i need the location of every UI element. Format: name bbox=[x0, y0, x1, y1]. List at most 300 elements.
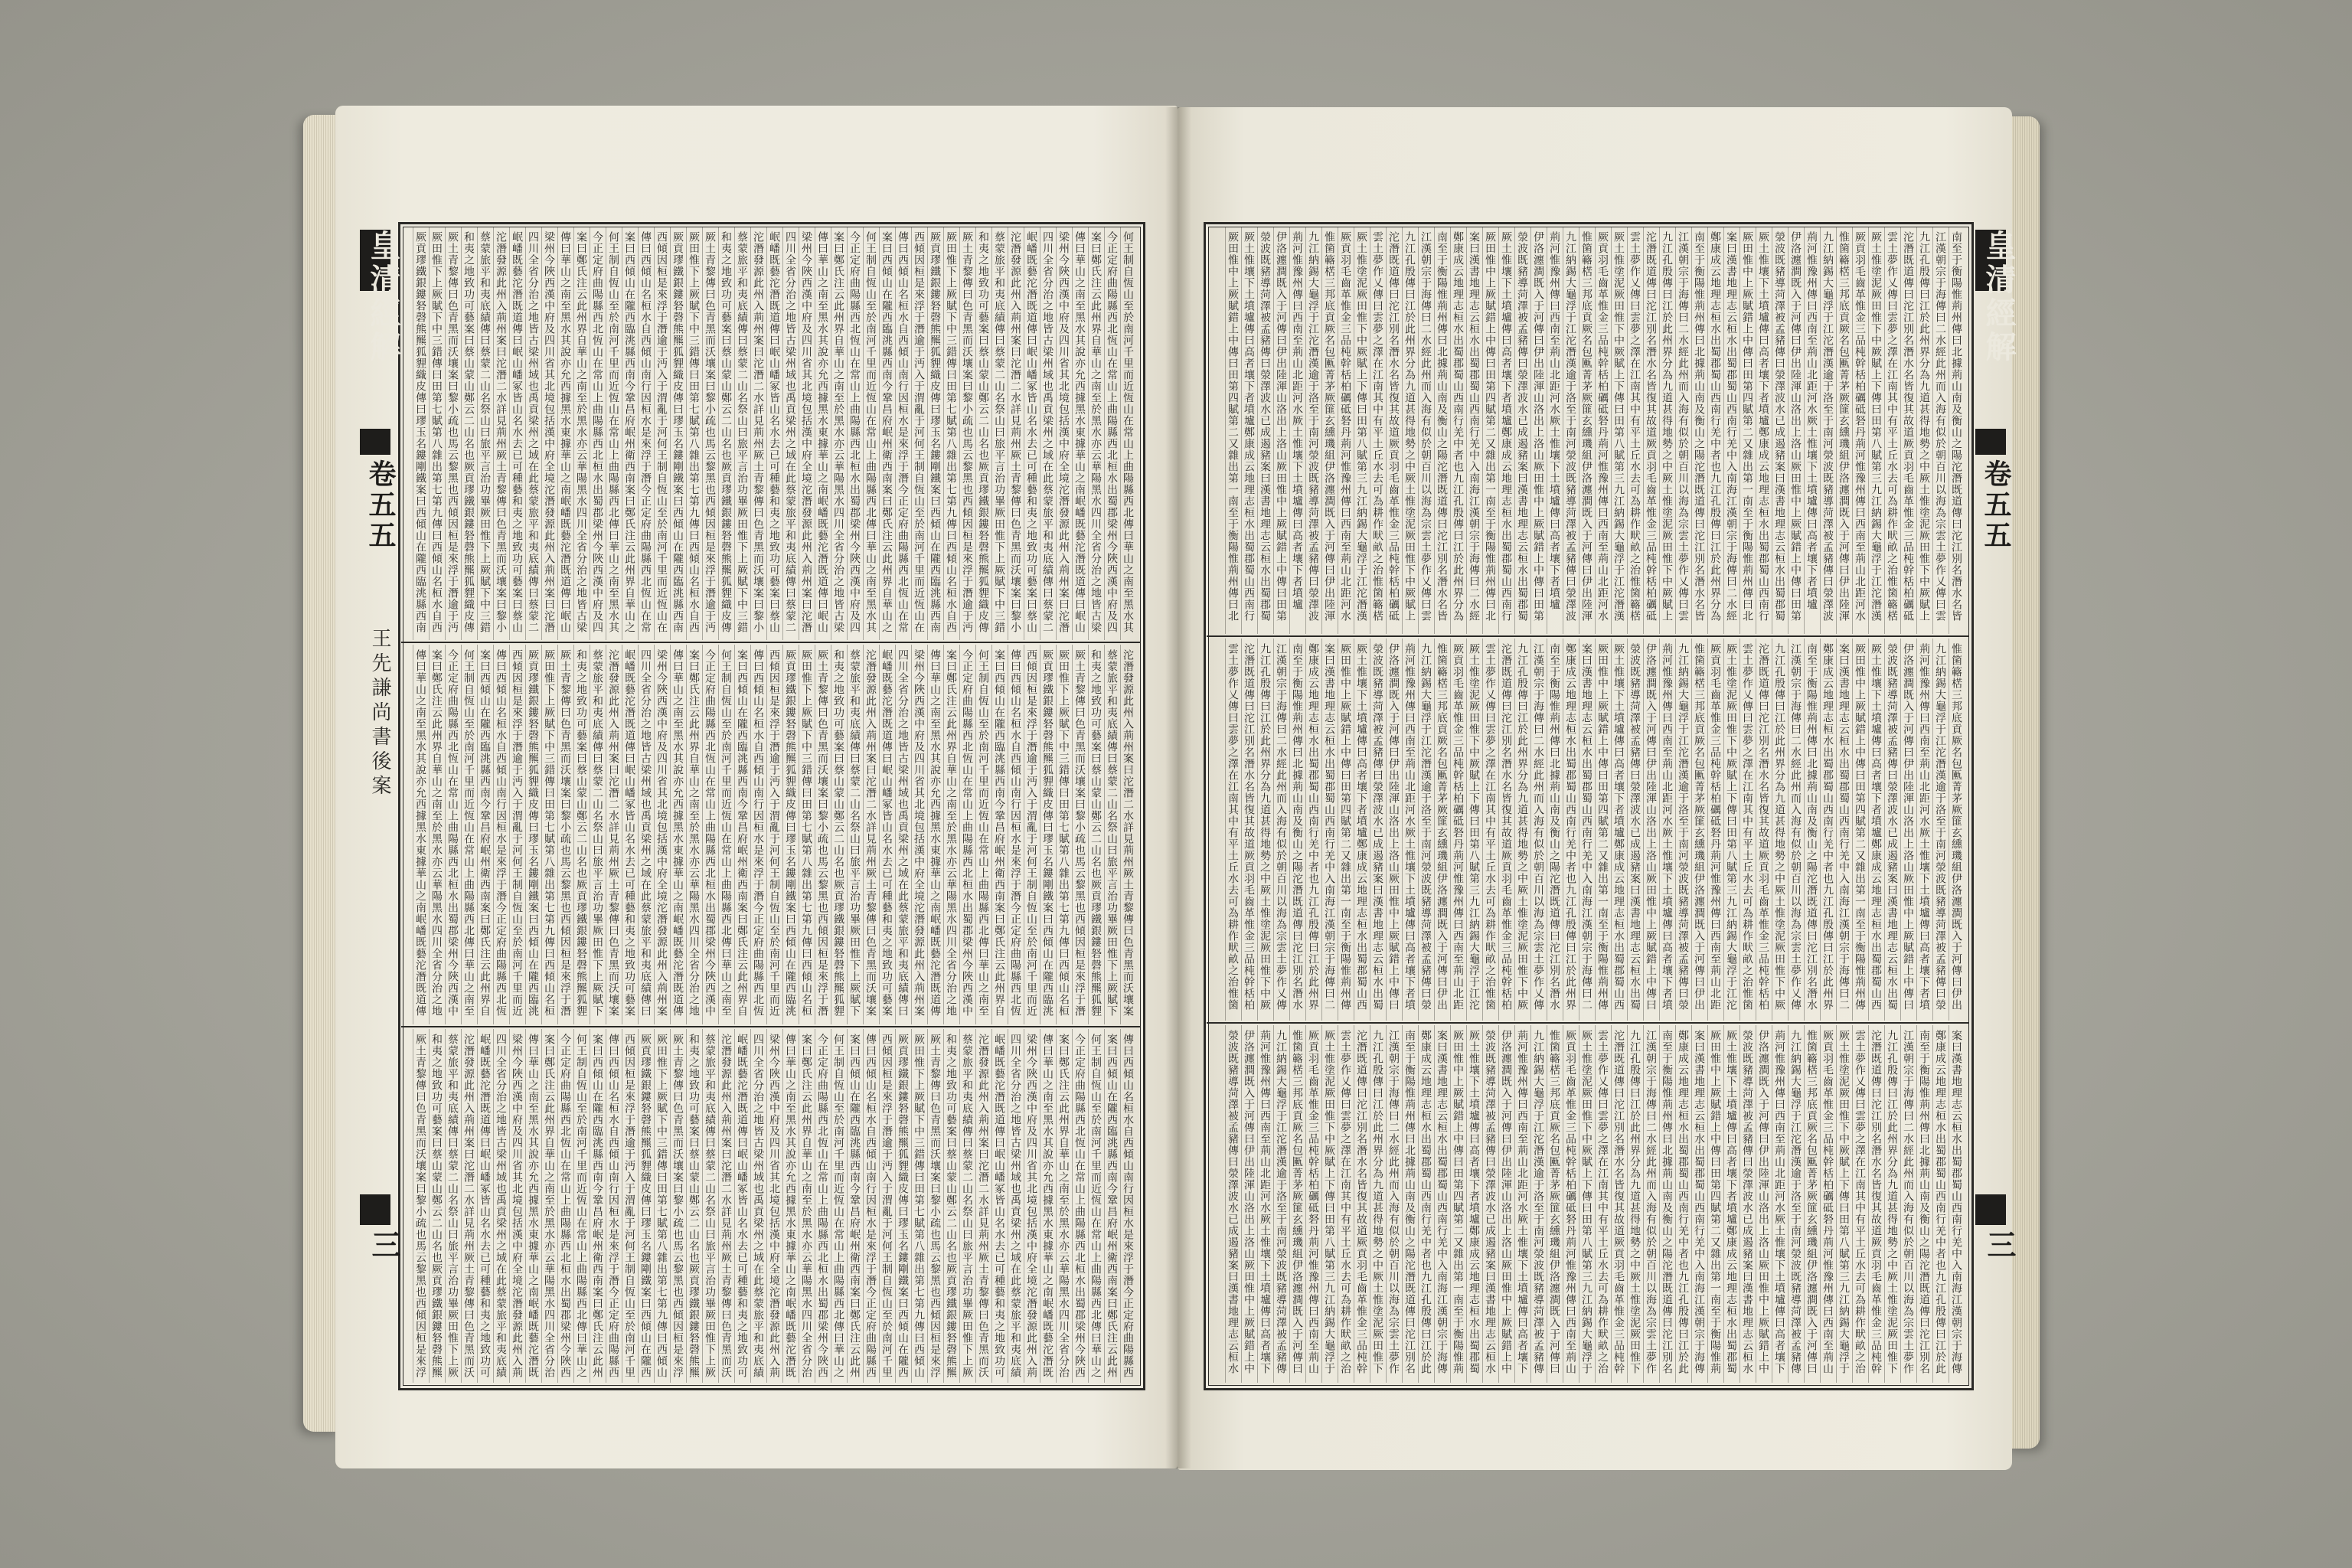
right-text-column: 伊洛瀍澗既入于河傳曰伊出陸渾山洛出上洛山厥田惟中上厥賦錯上中傳曰 bbox=[1387, 643, 1400, 1011]
right-text-column: 雲土夢作乂傳曰雲夢之澤在江南其中有平土丘水去可為耕作畎畝之治惟箘 bbox=[1484, 643, 1496, 1011]
right-column-rule bbox=[1434, 639, 1435, 1021]
right-text-column: 厥貢羽毛齒革惟金三品杶幹栝柏礪砥砮丹荊河惟豫州傳曰西南至荊山 bbox=[1821, 1030, 1834, 1374]
right-text-column: 滎波既豬導菏澤被孟豬傳曰滎澤波水已成遏豬案曰漢書地理志云桓水 bbox=[1227, 1030, 1239, 1374]
left-text-column: 沱潛發源此州入荊州案曰沱潛二水詳見荊州厥土青黎傳曰色青黑而沃壤案曰黎小 bbox=[752, 231, 764, 633]
left-column-rule bbox=[879, 227, 880, 640]
right-column-rule bbox=[1595, 1025, 1596, 1383]
right-text-column: 雲土夢作乂傳曰雲夢之澤在江南其中有平土丘水去可為耕作畎畝之治 bbox=[1854, 1030, 1866, 1374]
right-text-column: 九江納錫大龜浮于江沱潛漢逾于洛至于南河滎波既豬導菏澤被孟豬傳曰滎澤波 bbox=[1307, 231, 1319, 622]
right-column-rule bbox=[1273, 1025, 1274, 1383]
left-column-rule bbox=[959, 1029, 960, 1383]
left-text-column: 傳曰華山之南至黑水其說亦允西據黑水東據華山之南岷嶓既藝沱潛既道傳 bbox=[414, 649, 426, 1017]
left-text-column: 厥田惟下上厥賦下中三錯傳曰田第七賦第八雜出第七第九傳曰西傾山名桓水自西 bbox=[688, 231, 700, 633]
left-text-column: 案曰鄭氏注云此州界自華山之南至於黑水亦云華陽黑水四川全省分治之地皆古梁 bbox=[832, 231, 844, 633]
right-text-column: 厥貢羽毛齒革惟金三品杶幹栝柏礪砥砮丹荊河惟豫州傳曰西南至荊山 bbox=[1564, 1030, 1576, 1374]
left-column-rule bbox=[573, 1029, 574, 1383]
right-column-rule bbox=[1530, 1025, 1531, 1383]
left-column-rule bbox=[895, 645, 896, 1024]
right-text-column: 鄭康成云地理志桓水出蜀郡蜀山西南行羌中者也九江孔殷傳曰江於此州界 bbox=[1564, 643, 1576, 1011]
right-text-column: 厥貢羽毛齒革惟金三品杶幹栝柏礪砥砮丹荊河惟豫州傳曰西南至荊山 bbox=[1307, 1030, 1319, 1374]
right-column-rule bbox=[1659, 639, 1660, 1021]
right-text-column: 厥土惟塗泥厥田惟下中厥賦上下傳曰田第八賦第三九江納錫大龜浮于 bbox=[1838, 1030, 1850, 1374]
left-column-rule bbox=[445, 645, 446, 1024]
left-text-column: 厥土青黎傳曰色青黑而沃壤案曰黎小疏也馬云黎黑也西傾因桓是來浮于潛逾于沔 bbox=[704, 231, 716, 633]
right-column-rule bbox=[1450, 227, 1451, 634]
right-text-column: 厥田惟中上厥賦錯上中傳曰田第四賦第二又雜出第一南至于衡陽惟荊 bbox=[1709, 1030, 1721, 1374]
left-text-column: 厥貢璆鐵銀鏤砮磬熊羆狐貍織皮傳曰璆玉名鏤剛鐵案曰西傾山在隴西臨洮 bbox=[784, 649, 796, 1017]
left-text-column: 今正定府曲陽縣西北恆山在常山上曲陽縣西北桓水出蜀郡梁州今陜西 bbox=[1073, 1034, 1086, 1378]
left-text-column: 案曰西傾山在隴西臨洮縣西南今鞏昌府岷州衛西南案曰鄭氏注云此州界自 bbox=[736, 649, 748, 1017]
left-column-rule bbox=[1120, 227, 1121, 640]
left-text-column: 四川全省分治之地皆古梁州域也禹貢梁州之域在此蔡蒙旅平和夷底績 bbox=[1009, 1034, 1021, 1378]
right-column-rule bbox=[1595, 639, 1596, 1021]
right-text-column: 厥土惟塗泥厥田惟下中厥賦上下傳曰田第八賦第三九江納錫大龜浮于 bbox=[1580, 1030, 1592, 1374]
right-column-rule bbox=[1884, 1025, 1885, 1383]
left-text-column: 四川全省分治之地皆古梁州域也禹貢梁州之域在此蔡蒙旅平和夷底績傳曰蔡蒙二 bbox=[784, 231, 796, 633]
right-column-rule bbox=[1241, 639, 1242, 1021]
left-column-rule bbox=[445, 227, 446, 640]
left-column-rule bbox=[1088, 645, 1089, 1024]
left-text-column: 傳曰西傾山名桓水自西傾山南行因桓水是來浮于潛今正定府曲陽縣西北恆 bbox=[752, 649, 764, 1017]
right-text-column: 伊洛瀍澗既入于河傳曰伊出陸渾山洛出上洛山厥田惟中上厥賦錯上中 bbox=[1243, 1030, 1255, 1374]
right-text-column: 江漢朝宗于海傳曰二水經此州而入海有似於朝百川以海為宗雲土夢作乂傳曰雲 bbox=[1419, 231, 1432, 622]
left-text-column: 梁州今陜西漢中府及四川省其北境包括漢中府全境沱潛發源此州入荊州案 bbox=[913, 649, 925, 1017]
left-column-rule bbox=[429, 645, 430, 1024]
left-column-rule bbox=[573, 645, 574, 1024]
left-column-rule bbox=[847, 227, 848, 640]
left-column-rule bbox=[895, 227, 896, 640]
right-text-column: 江漢朝宗于海傳曰二水經此州而入海有似於朝百川以海為宗雲土夢作 bbox=[1387, 1030, 1400, 1374]
right-column-rule bbox=[1611, 639, 1612, 1021]
left-register-line-1 bbox=[401, 642, 1141, 643]
left-column-rule bbox=[782, 227, 783, 640]
right-column-rule bbox=[1916, 1025, 1917, 1383]
right-column-rule bbox=[1836, 227, 1837, 634]
left-column-rule bbox=[991, 1029, 992, 1383]
right-text-column: 厥田惟中上厥賦錯上中傳曰田第四賦第二又雜出第一南至于衡陽惟荊 bbox=[1452, 1030, 1464, 1374]
left-text-column: 岷嶓既藝沱潛既道傳曰岷山嶓冢皆山名水去已可種藝和夷之地致功可藝案曰蔡山 bbox=[1025, 231, 1037, 633]
left-column-rule bbox=[975, 227, 976, 640]
left-column-rule bbox=[557, 645, 558, 1024]
left-text-column: 今正定府曲陽縣西北恆山在常山上曲陽縣西北桓水出蜀郡梁州今陜西漢中府及四 bbox=[848, 231, 861, 633]
left-column-rule bbox=[847, 645, 848, 1024]
left-column-rule bbox=[509, 227, 510, 640]
right-text-column: 九江納錫大龜浮于江沱潛漢逾于洛至于南河滎波既豬導菏澤被孟豬傳曰滎 bbox=[1419, 643, 1432, 1011]
right-column-rule bbox=[1402, 1025, 1403, 1383]
right-column-rule bbox=[1466, 639, 1467, 1021]
left-column-rule bbox=[477, 1029, 478, 1383]
right-text-column: 九江納錫大龜浮于江沱潛漢逾于洛至于南河滎波既豬導菏澤被孟豬傳 bbox=[1532, 1030, 1544, 1374]
left-text-column: 沱潛發源此州入荊州案曰沱潛二水詳見荊州厥土青黎傳曰色青黑而沃壤案 bbox=[864, 649, 877, 1017]
right-text-column: 厥田惟中上厥賦錯上中傳曰田第四賦第二又雜出第一南至于衡陽惟荊州傳曰北 bbox=[1227, 231, 1239, 622]
left-text-column: 傳曰西傾山名桓水自西傾山南行因桓水是來浮于潛今正定府曲陽縣西 bbox=[607, 1034, 619, 1378]
right-text-column: 惟箘簵楛三邦底貢厥名包匭菁茅厥篚玄纁璣組伊洛瀍澗既入于河傳曰 bbox=[1548, 1030, 1560, 1374]
right-column-rule bbox=[1611, 1025, 1612, 1383]
left-text-column: 厥土青黎傳曰色青黑而沃壤案曰黎小疏也馬云黎黑也西傾因桓是來浮于潛 bbox=[559, 649, 571, 1017]
left-column-rule bbox=[766, 645, 767, 1024]
left-text-column: 西傾因桓是來浮于潛逾于沔入于渭亂于河何王制自恆山至於南河千里而近恆山在 bbox=[913, 231, 925, 633]
left-text-column: 蔡蒙旅平和夷底績傳曰蔡蒙二山名祭山曰旅平言治功畢厥田惟下上厥賦下中三錯 bbox=[736, 231, 748, 633]
right-column-rule bbox=[1530, 227, 1531, 634]
right-column-rule bbox=[1402, 227, 1403, 634]
left-column-rule bbox=[1088, 227, 1089, 640]
right-column-rule bbox=[1305, 1025, 1306, 1383]
right-column-rule bbox=[1675, 227, 1676, 634]
left-column-rule bbox=[654, 1029, 655, 1383]
right-column-rule bbox=[1482, 1025, 1483, 1383]
left-text-column: 案曰鄭氏注云此州界自華山之南至於黑水亦云華陽黑水四川全省分治 bbox=[1057, 1034, 1070, 1378]
right-text-column: 厥貢羽毛齒革惟金三品杶幹栝柏礪砥砮丹荊河惟豫州傳曰西南至荊山北距河水 bbox=[1596, 231, 1609, 622]
right-text-column: 案曰漢書地理志云桓水出蜀郡蜀山西南行羌中入南海江漢朝宗于海傳 bbox=[1950, 1030, 1962, 1374]
left-column-rule bbox=[525, 645, 526, 1024]
right-text-column: 案曰漢書地理志云桓水出蜀郡蜀山西南行羌中入南海江漢朝宗于海傳曰二 bbox=[1838, 643, 1850, 1011]
right-text-column: 厥土惟壤下土墳壚傳曰高者壤下者墳壚鄭康成云地理志桓水出蜀郡蜀 bbox=[1725, 1030, 1737, 1374]
left-column-rule bbox=[782, 645, 783, 1024]
right-text-column: 鄭康成云地理志桓水出蜀郡蜀山西南行羌中者也九江孔殷傳曰江於此州界 bbox=[1821, 643, 1834, 1011]
right-column-rule bbox=[1321, 1025, 1322, 1383]
right-text-column: 滎波既豬導菏澤被孟豬傳曰滎澤波水已成遏豬案曰漢書地理志云桓水出蜀郡蜀 bbox=[1516, 231, 1528, 622]
left-text-column: 厥土青黎傳曰色青黑而沃壤案曰黎小疏也馬云黎黑也西傾因桓是來浮 bbox=[414, 1034, 426, 1378]
left-text-column: 今正定府曲陽縣西北恆山在常山上曲陽縣西北桓水出蜀郡梁州今陜西漢中 bbox=[704, 649, 716, 1017]
right-column-rule bbox=[1884, 227, 1885, 634]
left-text-column: 厥土青黎傳曰色青黑而沃壤案曰黎小疏也馬云黎黑也西傾因桓是來浮 bbox=[671, 1034, 684, 1378]
left-text-column: 案曰西傾山在隴西臨洮縣西南今鞏昌府岷州衛西南案曰鄭氏注云此州界自華山之 bbox=[880, 231, 893, 633]
right-column-rule bbox=[1852, 639, 1853, 1021]
right-column-rule bbox=[1932, 1025, 1933, 1383]
right-column-rule bbox=[1627, 227, 1628, 634]
right-text-column: 九江納錫大龜浮于江沱潛漢逾于洛至于南河滎波既豬導菏澤被孟豬傳曰滎澤波 bbox=[1821, 231, 1834, 622]
left-column-rule bbox=[670, 645, 671, 1024]
left-column-rule bbox=[670, 1029, 671, 1383]
right-text-column: 雲土夢作乂傳曰雲夢之澤在江南其中有平土丘水去可為耕作畎畝之治惟箘簵楛 bbox=[1371, 231, 1383, 622]
right-text-column: 滎波既豬導菏澤被孟豬傳曰滎澤波水已成遏豬案曰漢書地理志云桓水出蜀郡蜀 bbox=[1259, 231, 1271, 622]
right-column-rule bbox=[1659, 227, 1660, 634]
left-text-column: 何王制自恆山至於南河千里而近恆山在常山上曲陽縣西北傳曰華山之南至黑水其 bbox=[607, 231, 619, 633]
left-text-column: 沱潛發源此州入荊州案曰沱潛二水詳見荊州厥土青黎傳曰色青黑而沃壤案曰黎小 bbox=[495, 231, 507, 633]
right-text-column: 雲土夢作乂傳曰雲夢之澤在江南其中有平土丘水去可為耕作畎畝之治惟箘簵楛 bbox=[1628, 231, 1641, 622]
right-text-column: 九江孔殷傳曰江於此州界分為九道甚得地勢之中厥土惟塗泥厥田惟下中厥賦上 bbox=[1661, 231, 1673, 622]
right-text-column: 案曰漢書地理志云桓水出蜀郡蜀山西南行羌中入南海江漢朝宗于海傳曰二 bbox=[1323, 643, 1335, 1011]
right-text-column: 九江孔殷傳曰江於此州界分為九道甚得地勢之中厥土惟塗泥厥田惟下中厥賦上 bbox=[1918, 231, 1930, 622]
left-text-column: 和夷之地致功可藝案曰蔡山蒙山鄭云二山名也厥貢璆鐵銀鏤砮磬熊羆 bbox=[945, 1034, 957, 1378]
right-text-column: 九江孔殷傳曰江於此州界分為九道甚得地勢之中厥土惟塗泥厥田惟下 bbox=[1886, 1030, 1898, 1374]
right-text-column: 南至于衡陽惟荊州傳曰北據荊山南及衡山之陽沱潛既道傳曰沱江別名潛水 bbox=[1805, 643, 1818, 1011]
left-text-column: 蔡蒙旅平和夷底績傳曰蔡蒙二山名祭山曰旅平言治功畢厥田惟下上厥賦下中三錯 bbox=[479, 231, 491, 633]
left-text-column: 厥土青黎傳曰色青黑而沃壤案曰黎小疏也馬云黎黑也西傾因桓是來浮 bbox=[929, 1034, 941, 1378]
left-text-column: 厥田惟下上厥賦下中三錯傳曰田第七賦第八雜出第七第九傳曰西傾山名桓水自西 bbox=[430, 231, 443, 633]
left-text-column: 傳曰西傾山名桓水自西傾山南行因桓水是來浮于潛今正定府曲陽縣西北恆 bbox=[1009, 649, 1021, 1017]
left-text-column: 蔡蒙旅平和夷底績傳曰蔡蒙二山名祭山曰旅平言治功畢厥田惟下上厥賦下中三錯 bbox=[993, 231, 1005, 633]
left-text-column: 案曰西傾山在隴西臨洮縣西南今鞏昌府岷州衛西南案曰鄭氏注云此州界自華山之 bbox=[623, 231, 635, 633]
right-column-rule bbox=[1852, 227, 1853, 634]
right-text-column: 九江孔殷傳曰江於此州界分為九道甚得地勢之中厥土惟塗泥厥田惟下中厥 bbox=[1259, 643, 1271, 1011]
right-text-column: 厥土惟塗泥厥田惟下中厥賦上下傳曰田第八賦第三九江納錫大龜浮于江沱 bbox=[1725, 643, 1737, 1011]
left-column-rule bbox=[557, 227, 558, 640]
right-text-column: 厥土惟壤下土墳壚傳曰高者壤下者墳壚鄭康成云地理志桓水出蜀郡蜀山西 bbox=[1355, 643, 1367, 1011]
right-text-column: 荊河惟豫州傳曰西南至荊山北距河水厥土惟壤下土墳壚傳曰高者壤下者墳 bbox=[1918, 643, 1930, 1011]
right-text-column: 江漢朝宗于海傳曰二水經此州而入海有似於朝百川以海為宗雲土夢作乂傳 bbox=[1532, 643, 1544, 1011]
left-column-rule bbox=[686, 227, 687, 640]
left-column-rule bbox=[750, 227, 751, 640]
left-column-rule bbox=[493, 1029, 494, 1383]
right-column-rule bbox=[1707, 1025, 1708, 1383]
left-column-rule bbox=[943, 227, 944, 640]
right-column-rule bbox=[1289, 227, 1290, 634]
left-column-rule bbox=[509, 1029, 510, 1383]
right-text-column: 惟箘簵楛三邦底貢厥名包匭菁茅厥篚玄纁璣組伊洛瀍澗既入于河傳曰伊出 bbox=[1693, 643, 1705, 1011]
right-text-column: 雲土夢作乂傳曰雲夢之澤在江南其中有平土丘水去可為耕作畎畝之治惟箘簵楛 bbox=[1886, 231, 1898, 622]
right-text-column: 雲土夢作乂傳曰雲夢之澤在江南其中有平土丘水去可為耕作畎畝之治惟箘 bbox=[1227, 643, 1239, 1011]
right-column-rule bbox=[1868, 227, 1869, 634]
right-volume-label: 卷五五 bbox=[1980, 459, 2012, 551]
right-column-rule bbox=[1498, 1025, 1499, 1383]
left-text-column: 傳曰西傾山名桓水自西傾山南行因桓水是來浮于潛今正定府曲陽縣西 bbox=[1122, 1034, 1134, 1378]
right-text-column: 江漢朝宗于海傳曰二水經此州而入海有似於朝百川以海為宗雲土夢作乂傳 bbox=[1275, 643, 1287, 1011]
right-text-column: 惟箘簵楛三邦底貢厥名包匭菁茅厥篚玄纁璣組伊洛瀍澗既入于河傳曰 bbox=[1805, 1030, 1818, 1374]
left-column-rule bbox=[782, 1029, 783, 1383]
left-text-column: 梁州今陜西漢中府及四川省其北境包括漢中府全境沱潛發源此州入荊 bbox=[1025, 1034, 1037, 1378]
right-text-column: 厥貢羽毛齒革惟金三品杶幹栝柏礪砥砮丹荊河惟豫州傳曰西南至荊山北距 bbox=[1452, 643, 1464, 1011]
right-column-rule bbox=[1498, 227, 1499, 634]
left-text-column: 西傾因桓是來浮于潛逾于沔入于渭亂于河何王制自恆山至於南河千里 bbox=[623, 1034, 635, 1378]
left-column-rule bbox=[541, 645, 542, 1024]
left-column-rule bbox=[557, 1029, 558, 1383]
left-column-rule bbox=[525, 227, 526, 640]
right-text-column: 滎波既豬導菏澤被孟豬傳曰滎澤波水已成遏豬案曰漢書地理志云桓水出蜀 bbox=[1886, 643, 1898, 1011]
left-text-column: 何王制自恆山至於南河千里而近恆山在常山上曲陽縣西北傳曰華山之南至黑水其 bbox=[864, 231, 877, 633]
left-column-rule bbox=[477, 645, 478, 1024]
left-text-column: 案曰鄭氏注云此州界自華山之南至於黑水亦云華陽黑水四川全省分治 bbox=[800, 1034, 812, 1378]
left-column-rule bbox=[734, 227, 735, 640]
right-text-column: 案曰漢書地理志云桓水出蜀郡蜀山西南行羌中入南海江漢朝宗于海傳曰二水經 bbox=[1468, 231, 1480, 622]
left-column-rule bbox=[863, 645, 864, 1024]
left-column-rule bbox=[493, 227, 494, 640]
left-text-column: 厥土青黎傳曰色青黑而沃壤案曰黎小疏也馬云黎黑也西傾因桓是來浮于潛 bbox=[1073, 649, 1086, 1017]
right-column-rule bbox=[1289, 1025, 1290, 1383]
left-text-column: 案曰鄭氏注云此州界自華山之南至於黑水亦云華陽黑水四川全省分治之地皆古梁 bbox=[1089, 231, 1102, 633]
left-column-rule bbox=[991, 645, 992, 1024]
left-column-rule bbox=[766, 227, 767, 640]
left-text-column: 四川全省分治之地皆古梁州域也禹貢梁州之域在此蔡蒙旅平和夷底績傳曰蔡蒙二 bbox=[1041, 231, 1054, 633]
right-column-rule bbox=[1257, 227, 1258, 634]
left-text-column: 案曰西傾山在隴西臨洮縣西南今鞏昌府岷州衛西南案曰鄭氏注云此州界自 bbox=[479, 649, 491, 1017]
right-column-rule bbox=[1675, 1025, 1676, 1383]
right-text-column: 鄭康成云地理志桓水出蜀郡蜀山西南行羌中者也九江孔殷傳曰江於此州界 bbox=[1307, 643, 1319, 1011]
left-column-rule bbox=[863, 227, 864, 640]
left-text-column: 何王制自恆山至於南河千里而近恆山在常山上曲陽縣西北傳曰華山之南至 bbox=[462, 649, 475, 1017]
left-text-column: 今正定府曲陽縣西北恆山在常山上曲陽縣西北桓水出蜀郡梁州今陜西 bbox=[816, 1034, 828, 1378]
left-text-column: 案曰鄭氏注云此州界自華山之南至於黑水亦云華陽黑水四川全省分治之地 bbox=[945, 649, 957, 1017]
left-text-column: 傳曰華山之南至黑水其說亦允西據黑水東據華山之南岷嶓既藝沱潛既道傳曰岷山 bbox=[816, 231, 828, 633]
right-column-rule bbox=[1418, 1025, 1419, 1383]
right-text-column: 荊河惟豫州傳曰西南至荊山北距河水厥土惟壤下土墳壚傳曰高者壤下 bbox=[1259, 1030, 1271, 1374]
left-column-rule bbox=[927, 1029, 928, 1383]
left-page-number: 三 bbox=[367, 1230, 401, 1259]
right-text-column: 荊河惟豫州傳曰西南至荊山北距河水厥土惟壤下土墳壚傳曰高者壤下者墳 bbox=[1403, 643, 1416, 1011]
left-column-rule bbox=[718, 227, 719, 640]
right-column-rule bbox=[1916, 227, 1917, 634]
right-column-rule bbox=[1305, 227, 1306, 634]
left-column-rule bbox=[638, 1029, 639, 1383]
left-column-rule bbox=[702, 227, 703, 640]
right-column-rule bbox=[1225, 639, 1226, 1021]
left-text-column: 傳曰華山之南至黑水其說亦允西據黑水東據華山之南岷嶓既藝沱潛既道傳曰岷山 bbox=[559, 231, 571, 633]
left-column-rule bbox=[493, 645, 494, 1024]
left-column-rule bbox=[879, 645, 880, 1024]
right-text-column: 案曰漢書地理志云桓水出蜀郡蜀山西南行羌中入南海江漢朝宗于海傳 bbox=[1693, 1030, 1705, 1374]
left-column-rule bbox=[975, 645, 976, 1024]
right-text-column: 惟箘簵楛三邦底貢厥名包匭菁茅厥篚玄纁璣組伊洛瀍澗既入于河傳曰伊出 bbox=[1436, 643, 1448, 1011]
left-text-column: 傳曰西傾山名桓水自西傾山南行因桓水是來浮于潛今正定府曲陽縣西北恆山在常 bbox=[897, 231, 909, 633]
left-column-rule bbox=[654, 645, 655, 1024]
left-fishtail-bottom bbox=[360, 1194, 390, 1225]
left-column-rule bbox=[911, 645, 912, 1024]
left-text-column: 岷嶓既藝沱潛既道傳曰岷山嶓冢皆山名水去已可種藝和夷之地致功可藝案 bbox=[880, 649, 893, 1017]
right-text-column: 江漢朝宗于海傳曰二水經此州而入海有似於朝百川以海為宗雲土夢作乂傳曰雲 bbox=[1677, 231, 1689, 622]
left-text-column: 西傾因桓是來浮于潛逾于沔入于渭亂于河何王制自恆山至於南河千里而近恆山在 bbox=[655, 231, 668, 633]
right-column-rule bbox=[1321, 227, 1322, 634]
left-column-rule bbox=[1120, 1029, 1121, 1383]
left-text-column: 岷嶓既藝沱潛既道傳曰岷山嶓冢皆山名水去已可種藝和夷之地致功可藝案曰蔡山 bbox=[768, 231, 780, 633]
left-column-rule bbox=[654, 227, 655, 640]
right-column-rule bbox=[1482, 639, 1483, 1021]
left-column-rule bbox=[686, 645, 687, 1024]
right-text-column: 厥田惟中上厥賦錯上中傳曰田第四賦第二又雜出第一南至于衡陽惟荊州傳曰北 bbox=[1741, 231, 1753, 622]
left-column-rule bbox=[477, 227, 478, 640]
left-text-column: 何王制自恆山至於南河千里而近恆山在常山上曲陽縣西北傳曰華山之南至黑水其 bbox=[1122, 231, 1134, 633]
right-text-column: 南至于衡陽惟荊州傳曰北據荊山南及衡山之陽沱潛既道傳曰沱江別名 bbox=[1403, 1030, 1416, 1374]
left-column-rule bbox=[573, 227, 574, 640]
left-text-column: 和夷之地致功可藝案曰蔡山蒙山鄭云二山名也厥貢璆鐵銀鏤砮磬熊羆狐貍 bbox=[832, 649, 844, 1017]
right-text-column: 滎波既豬導菏澤被孟豬傳曰滎澤波水已成遏豬案曰漢書地理志云桓水 bbox=[1484, 1030, 1496, 1374]
left-column-rule bbox=[702, 1029, 703, 1383]
right-column-rule bbox=[1900, 1025, 1901, 1383]
left-column-rule bbox=[718, 1029, 719, 1383]
right-text-column: 厥田惟中上厥賦錯上中傳曰田第四賦第二又雜出第一南至于衡陽惟荊州傳 bbox=[1596, 643, 1609, 1011]
left-column-rule bbox=[541, 1029, 542, 1383]
right-text-column: 南至于衡陽惟荊州傳曰北據荊山南及衡山之陽沱潛既道傳曰沱江別名 bbox=[1661, 1030, 1673, 1374]
left-text-column: 案曰西傾山在隴西臨洮縣西南今鞏昌府岷州衛西南案曰鄭氏注云此州 bbox=[1106, 1034, 1118, 1378]
right-text-column: 厥土惟壤下土墳壚傳曰高者壤下者墳壚鄭康成云地理志桓水出蜀郡蜀山西 bbox=[1612, 643, 1625, 1011]
left-text-column: 厥土青黎傳曰色青黑而沃壤案曰黎小疏也馬云黎黑也西傾因桓是來浮于潛逾于沔 bbox=[961, 231, 973, 633]
left-column-rule bbox=[959, 227, 960, 640]
left-text-column: 西傾因桓是來浮于潛逾于沔入于渭亂于河何王制自恆山至於南河千里而近 bbox=[768, 649, 780, 1017]
left-column-rule bbox=[702, 645, 703, 1024]
left-text-column: 厥田惟下上厥賦下中三錯傳曰田第七賦第八雜出第七第九傳曰西傾山名桓 bbox=[800, 649, 812, 1017]
left-text-column: 厥貢璆鐵銀鏤砮磬熊羆狐貍織皮傳曰璆玉名鏤剛鐵案曰西傾山在隴西 bbox=[897, 1034, 909, 1378]
left-text-column: 厥貢璆鐵銀鏤砮磬熊羆狐貍織皮傳曰璆玉名鏤剛鐵案曰西傾山在隴西臨洮縣西南 bbox=[414, 231, 426, 633]
right-text-column: 南至于衡陽惟荊州傳曰北據荊山南及衡山之陽沱潛既道傳曰沱江別名潛水 bbox=[1548, 643, 1560, 1011]
right-column-rule bbox=[1241, 227, 1242, 634]
left-column-rule bbox=[1104, 1029, 1105, 1383]
left-text-column: 厥貢璆鐵銀鏤砮磬熊羆狐貍織皮傳曰璆玉名鏤剛鐵案曰西傾山在隴西臨洮 bbox=[527, 649, 539, 1017]
left-column-rule bbox=[525, 1029, 526, 1383]
right-text-column: 九江孔殷傳曰江於此州界分為九道甚得地勢之中厥土惟塗泥厥田惟下 bbox=[1371, 1030, 1383, 1374]
right-text-column: 厥土惟壤下土墳壚傳曰高者壤下者墳壚鄭康成云地理志桓水出蜀郡蜀山西南行 bbox=[1500, 231, 1512, 622]
right-column-rule bbox=[1257, 639, 1258, 1021]
right-column-rule bbox=[1257, 1025, 1258, 1383]
right-text-column: 案曰漢書地理志云桓水出蜀郡蜀山西南行羌中入南海江漢朝宗于海傳曰二水經 bbox=[1725, 231, 1737, 622]
left-text-column: 厥田惟下上厥賦下中三錯傳曰田第七賦第八雜出第七第九傳曰西傾山名桓 bbox=[1057, 649, 1070, 1017]
right-text-column: 雲土夢作乂傳曰雲夢之澤在江南其中有平土丘水去可為耕作畎畝之治惟箘 bbox=[1741, 643, 1753, 1011]
left-column-rule bbox=[638, 227, 639, 640]
left-text-column: 傳曰華山之南至黑水其說亦允西據黑水東據華山之南岷嶓既藝沱潛既道傳 bbox=[929, 649, 941, 1017]
right-text-column: 鄭康成云地理志桓水出蜀郡蜀山西南行羌中者也九江孔殷傳曰江於此 bbox=[1419, 1030, 1432, 1374]
right-column-rule bbox=[1241, 1025, 1242, 1383]
right-column-rule bbox=[1723, 1025, 1724, 1383]
right-column-rule bbox=[1305, 639, 1306, 1021]
right-text-column: 沱潛既道傳曰沱江別名潛水名皆復其故道厥貢羽毛齒革惟金三品杶幹 bbox=[1355, 1030, 1367, 1374]
right-text-column: 九江納錫大龜浮于江沱潛漢逾于洛至于南河滎波既豬導菏澤被孟豬傳 bbox=[1275, 1030, 1287, 1374]
left-column-rule bbox=[927, 227, 928, 640]
right-text-column: 案曰漢書地理志云桓水出蜀郡蜀山西南行羌中入南海江漢朝宗于海傳曰二 bbox=[1580, 643, 1592, 1011]
right-text-column: 厥田惟中上厥賦錯上中傳曰田第四賦第二又雜出第一南至于衡陽惟荊州傳 bbox=[1854, 643, 1866, 1011]
left-column-rule bbox=[445, 1029, 446, 1383]
right-column-rule bbox=[1450, 639, 1451, 1021]
right-text-column: 荊河惟豫州傳曰西南至荊山北距河水厥土惟壤下土墳壚傳曰高者壤下者墳壚 bbox=[1548, 231, 1560, 610]
left-column-rule bbox=[863, 1029, 864, 1383]
right-column-rule bbox=[1482, 227, 1483, 634]
right-column-rule bbox=[1804, 227, 1805, 634]
right-text-column: 案曰漢書地理志云桓水出蜀郡蜀山西南行羌中入南海江漢朝宗于海傳 bbox=[1436, 1030, 1448, 1374]
right-column-rule bbox=[1514, 639, 1515, 1021]
right-column-rule bbox=[1643, 227, 1644, 634]
right-column-rule bbox=[1820, 227, 1821, 634]
left-book-title: 皇清經解 bbox=[365, 230, 401, 364]
left-text-column: 傳曰華山之南至黑水其說亦允西據黑水東據華山之南岷嶓既藝沱潛既 bbox=[527, 1034, 539, 1378]
right-column-rule bbox=[1402, 639, 1403, 1021]
right-text-column: 江漢朝宗于海傳曰二水經此州而入海有似於朝百川以海為宗雲土夢作乂傳 bbox=[1789, 643, 1802, 1011]
right-text-column: 江漢朝宗于海傳曰二水經此州而入海有似於朝百川以海為宗雲土夢作 bbox=[1902, 1030, 1914, 1374]
right-column-rule bbox=[1723, 227, 1724, 634]
left-text-column: 梁州今陜西漢中府及四川省其北境包括漢中府全境沱潛發源此州入荊 bbox=[768, 1034, 780, 1378]
right-column-rule bbox=[1691, 1025, 1692, 1383]
right-text-column: 南至于衡陽惟荊州傳曰北據荊山南及衡山之陽沱潛既道傳曰沱江別名潛水名皆 bbox=[1436, 231, 1448, 622]
right-column-rule bbox=[1643, 639, 1644, 1021]
left-column-rule bbox=[991, 227, 992, 640]
left-text-column: 何王制自恆山至於南河千里而近恆山在常山上曲陽縣西北傳曰華山之 bbox=[575, 1034, 587, 1378]
left-text-column: 四川全省分治之地皆古梁州域也禹貢梁州之域在此蔡蒙旅平和夷底績傳曰蔡蒙二 bbox=[527, 231, 539, 633]
left-text-column: 梁州今陜西漢中府及四川省其北境包括漢中府全境沱潛發源此州入荊州案曰沱潛 bbox=[543, 231, 555, 633]
right-text-column: 雲土夢作乂傳曰雲夢之澤在江南其中有平土丘水去可為耕作畎畝之治 bbox=[1339, 1030, 1351, 1374]
left-text-column: 案曰西傾山在隴西臨洮縣西南今鞏昌府岷州衛西南案曰鄭氏注云此州界自 bbox=[993, 649, 1005, 1017]
left-column-rule bbox=[879, 1029, 880, 1383]
right-text-column: 惟箘簵楛三邦底貢厥名包匭菁茅厥篚玄纁璣組伊洛瀍澗既入于河傳曰伊出陸渾 bbox=[1838, 231, 1850, 622]
left-column-rule bbox=[750, 1029, 751, 1383]
left-column-rule bbox=[429, 227, 430, 640]
right-column-rule bbox=[1675, 639, 1676, 1021]
left-text-column: 厥貢璆鐵銀鏤砮磬熊羆狐貍織皮傳曰璆玉名鏤剛鐵案曰西傾山在隴西臨洮縣西南 bbox=[671, 231, 684, 633]
left-text-column: 案曰鄭氏注云此州界自華山之南至於黑水亦云華陽黑水四川全省分治之地皆古梁 bbox=[575, 231, 587, 633]
right-text-column: 伊洛瀍澗既入于河傳曰伊出陸渾山洛出上洛山厥田惟中上厥賦錯上中傳曰 bbox=[1902, 643, 1914, 1011]
left-column-rule bbox=[1088, 1029, 1089, 1383]
left-text-column: 四川全省分治之地皆古梁州域也禹貢梁州之域在此蔡蒙旅平和夷底績傳曰 bbox=[897, 649, 909, 1017]
right-book-title: 皇清經解 bbox=[1981, 230, 2017, 364]
right-text-column: 厥貢羽毛齒革惟金三品杶幹栝柏礪砥砮丹荊河惟豫州傳曰西南至荊山北距 bbox=[1709, 643, 1721, 1011]
left-text-column: 今正定府曲陽縣西北恆山在常山上曲陽縣西北桓水出蜀郡梁州今陜西漢中 bbox=[961, 649, 973, 1017]
right-text-column: 厥土惟壤下土墳壚傳曰高者壤下者墳壚鄭康成云地理志桓水出蜀郡蜀 bbox=[1468, 1030, 1480, 1374]
right-text-column: 南至于衡陽惟荊州傳曰北據荊山南及衡山之陽沱潛既道傳曰沱江別名潛水名皆 bbox=[1693, 231, 1705, 622]
right-text-column: 伊洛瀍澗既入于河傳曰伊出陸渾山洛出上洛山厥田惟中上厥賦錯上中傳曰田第 bbox=[1532, 231, 1544, 622]
left-text-column: 厥貢璆鐵銀鏤砮磬熊羆狐貍織皮傳曰璆玉名鏤剛鐵案曰西傾山在隴西臨洮 bbox=[1041, 649, 1054, 1017]
right-text-column: 惟箘簵楛三邦底貢厥名包匭菁茅厥篚玄纁璣組伊洛瀍澗既入于河傳曰伊出 bbox=[1950, 643, 1962, 1011]
left-column-rule bbox=[895, 1029, 896, 1383]
right-column-rule bbox=[1514, 1025, 1515, 1383]
right-column-rule bbox=[1386, 1025, 1387, 1383]
right-column-rule bbox=[1804, 639, 1805, 1021]
left-column-rule bbox=[911, 1029, 912, 1383]
right-text-column: 伊洛瀍澗既入于河傳曰伊出陸渾山洛出上洛山厥田惟中上厥賦錯上中傳曰田第 bbox=[1275, 231, 1287, 622]
